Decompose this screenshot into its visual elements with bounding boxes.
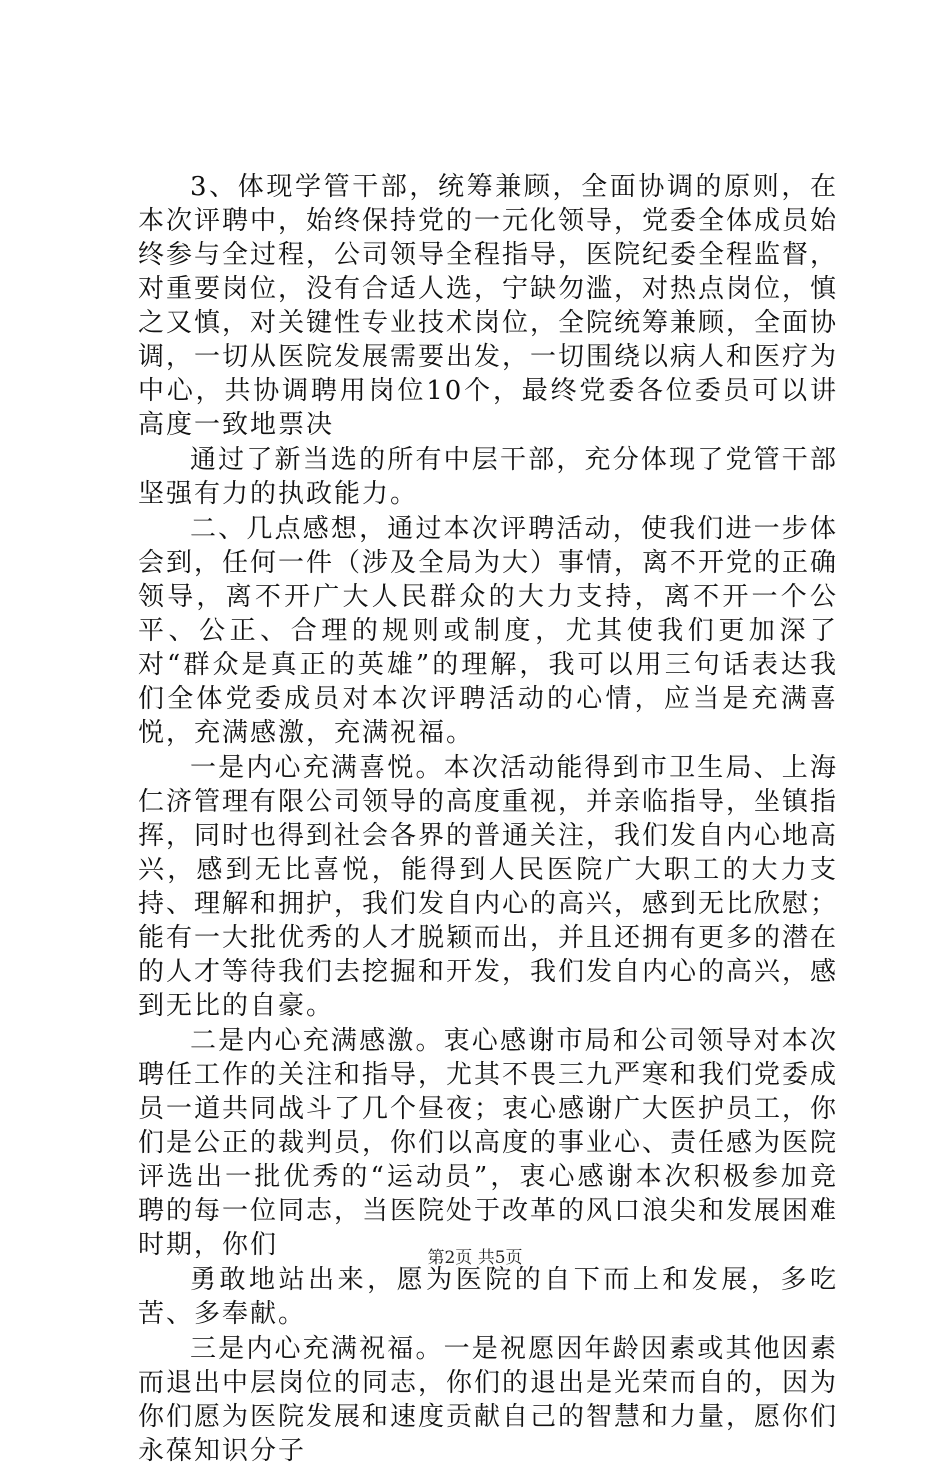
paragraph-reflections: 二、几点感想，通过本次评聘活动，使我们进一步体会到，任何一件（涉及全局为大）事情，离不开党的正确领导，离不开广大人民群众的大力支持，离不开一个公平、公正、合理的规则或制度，尤其使我们更加深了对“群众是真正的英雄”的理解，我可以用三句话表达我们全体党委成员对本次评聘活动的心情，应当是充满喜悦，充满感激，充满祝福。: [138, 514, 839, 748]
paragraph-election-result: 通过了新当选的所有中层干部，充分体现了党管干部坚强有力的执政能力。: [138, 445, 838, 509]
paragraph-courage: 勇敢地站出来，愿为医院的自下而上和发展，多吃苦、多奉献。: [138, 1265, 838, 1329]
page-number-footer: 第2页 共5页: [427, 1248, 523, 1268]
paragraph-gratitude: 二是内心充满感激。衷心感谢市局和公司领导对本次聘任工作的关注和指导，尤其不畏三九严寒和我们党委成员一道共同战斗了几个昼夜；衷心感谢广大医护员工，你们是公正的裁判员，你们以高度的事业心、责任感为医院评选出一批优秀的“运动员”，衷心感谢本次积极参加竞聘的每一位同志，当医院处于改革的风口浪尖和发展困难时期，你们: [138, 1026, 839, 1260]
paragraph-joy: 一是内心充满喜悦。本次活动能得到市卫生局、上海仁济管理有限公司领导的高度重视，并亲临指导，坐镇指挥，同时也得到社会各界的普通关注，我们发自内心地高兴，感到无比喜悦，能得到人民医院广大职工的大力支持、理解和拥护，我们发自内心的高兴，感到无比欣慰；能有一大批优秀的人才脱颖而出，并且还拥有更多的潜在的人才等待我们去挖掘和开发，我们发自内心的高兴，感到无比的自豪。: [138, 753, 839, 1021]
paragraph-principle-3: 3、体现学管干部，统筹兼顾，全面协调的原则，在本次评聘中，始终保持党的一元化领导，党委全体成员始终参与全过程，公司领导全程指导，医院纪委全程监督，对重要岗位，没有合适人选，宁缺勿滥，对热点岗位，慎之又慎，对关键性专业技术岗位，全院统筹兼顾，全面协调，一切从医院发展需要出发，一切围绕以病人和医疗为中心，共协调聘用岗位10个，最终党委各位委员可以讲高度一致地票决: [138, 172, 839, 440]
paragraph-blessing: 三是内心充满祝福。一是祝愿因年龄因素或其他因素而退出中层岗位的同志，你们的退出是光荣而自的，因为你们愿为医院发展和速度贡献自己的智慧和力量，愿你们永葆知识分子: [138, 1334, 839, 1466]
document-body: [138, 170, 838, 1468]
